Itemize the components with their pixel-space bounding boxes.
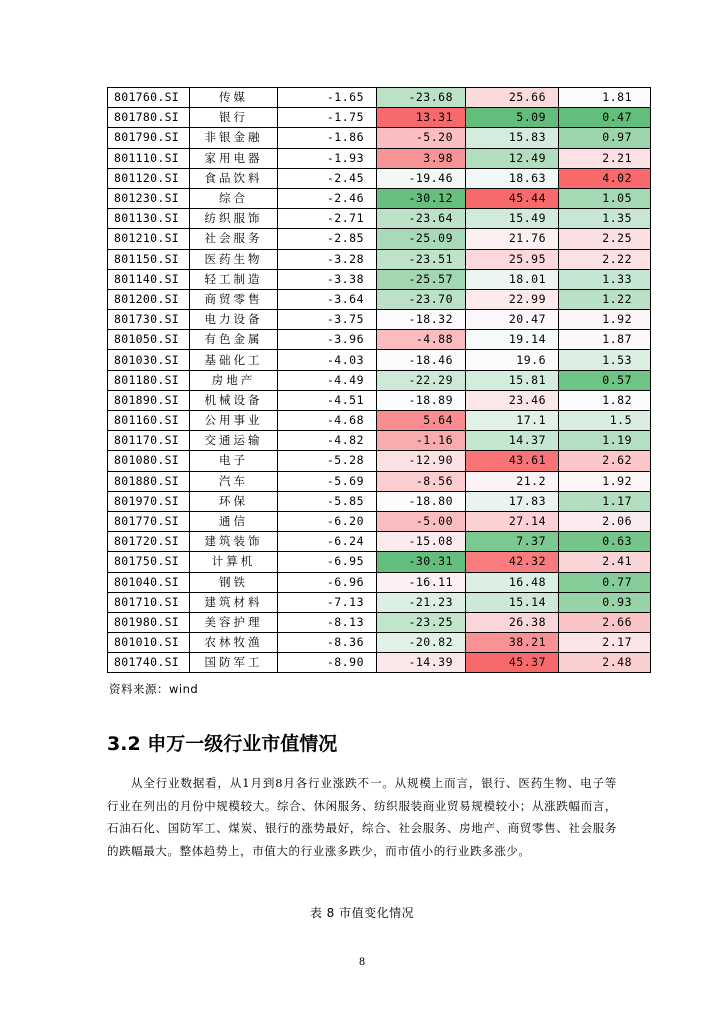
code-cell: 801710.SI bbox=[108, 592, 190, 612]
col6-cell: 0.63 bbox=[559, 532, 651, 552]
industry-name-cell: 通信 bbox=[190, 511, 278, 531]
col3-cell: -2.45 bbox=[278, 168, 377, 188]
code-cell: 801120.SI bbox=[108, 168, 190, 188]
code-cell: 801040.SI bbox=[108, 572, 190, 592]
col3-cell: -4.68 bbox=[278, 411, 377, 431]
col3-cell: -4.49 bbox=[278, 370, 377, 390]
col4-cell: -18.80 bbox=[377, 491, 466, 511]
code-cell: 801750.SI bbox=[108, 552, 190, 572]
industry-name-cell: 有色金属 bbox=[190, 330, 278, 350]
code-cell: 801970.SI bbox=[108, 491, 190, 511]
code-cell: 801010.SI bbox=[108, 633, 190, 653]
code-cell: 801730.SI bbox=[108, 310, 190, 330]
industry-name-cell: 建筑装饰 bbox=[190, 532, 278, 552]
col4-cell: -30.31 bbox=[377, 552, 466, 572]
industry-name-cell: 商贸零售 bbox=[190, 289, 278, 309]
table-row bbox=[108, 249, 651, 269]
table-row bbox=[108, 552, 651, 572]
industry-name-cell: 医药生物 bbox=[190, 249, 278, 269]
col6-cell: 2.22 bbox=[559, 249, 651, 269]
col3-cell: -3.38 bbox=[278, 269, 377, 289]
industry-name-cell: 电子 bbox=[190, 451, 278, 471]
code-cell: 801130.SI bbox=[108, 209, 190, 229]
col4-cell: -18.32 bbox=[377, 310, 466, 330]
source-note: 资料来源：wind bbox=[109, 682, 199, 696]
industry-name-cell: 食品饮料 bbox=[190, 168, 278, 188]
col6-cell: 2.25 bbox=[559, 229, 651, 249]
col6-cell: 0.93 bbox=[559, 592, 651, 612]
col5-cell: 42.32 bbox=[466, 552, 559, 572]
table-row bbox=[108, 592, 651, 612]
code-cell: 801140.SI bbox=[108, 269, 190, 289]
col3-cell: -6.24 bbox=[278, 532, 377, 552]
col3-cell: -3.64 bbox=[278, 289, 377, 309]
col4-cell: -18.89 bbox=[377, 390, 466, 410]
col3-cell: -5.69 bbox=[278, 471, 377, 491]
col5-cell: 15.83 bbox=[466, 128, 559, 148]
table-row bbox=[108, 229, 651, 249]
col3-cell: -4.03 bbox=[278, 350, 377, 370]
col6-cell: 0.57 bbox=[559, 370, 651, 390]
col4-cell: 3.98 bbox=[377, 148, 466, 168]
table-row bbox=[108, 390, 651, 410]
col6-cell: 0.97 bbox=[559, 128, 651, 148]
col3-cell: -5.28 bbox=[278, 451, 377, 471]
col6-cell: 1.17 bbox=[559, 491, 651, 511]
industry-name-cell: 钢铁 bbox=[190, 572, 278, 592]
col3-cell: -6.95 bbox=[278, 552, 377, 572]
col4-cell: -25.09 bbox=[377, 229, 466, 249]
col3-cell: -1.86 bbox=[278, 128, 377, 148]
col4-cell: -22.29 bbox=[377, 370, 466, 390]
col5-cell: 15.81 bbox=[466, 370, 559, 390]
col5-cell: 45.37 bbox=[466, 653, 559, 673]
col3-cell: -1.65 bbox=[278, 88, 377, 108]
col3-cell: -4.51 bbox=[278, 390, 377, 410]
industry-name-cell: 电力设备 bbox=[190, 310, 278, 330]
col5-cell: 15.49 bbox=[466, 209, 559, 229]
col4-cell: -19.46 bbox=[377, 168, 466, 188]
col4-cell: -30.12 bbox=[377, 188, 466, 208]
col6-cell: 1.82 bbox=[559, 390, 651, 410]
col5-cell: 38.21 bbox=[466, 633, 559, 653]
table-row bbox=[108, 128, 651, 148]
code-cell: 801110.SI bbox=[108, 148, 190, 168]
code-cell: 801080.SI bbox=[108, 451, 190, 471]
col3-cell: -3.28 bbox=[278, 249, 377, 269]
code-cell: 801740.SI bbox=[108, 653, 190, 673]
code-cell: 801200.SI bbox=[108, 289, 190, 309]
col3-cell: -2.85 bbox=[278, 229, 377, 249]
code-cell: 801170.SI bbox=[108, 431, 190, 451]
table-row bbox=[108, 532, 651, 552]
col3-cell: -2.46 bbox=[278, 188, 377, 208]
col3-cell: -2.71 bbox=[278, 209, 377, 229]
col4-cell: -23.64 bbox=[377, 209, 466, 229]
code-cell: 801760.SI bbox=[108, 88, 190, 108]
col6-cell: 2.66 bbox=[559, 612, 651, 632]
col3-cell: -1.75 bbox=[278, 108, 377, 128]
industry-name-cell: 环保 bbox=[190, 491, 278, 511]
col5-cell: 12.49 bbox=[466, 148, 559, 168]
code-cell: 801050.SI bbox=[108, 330, 190, 350]
col5-cell: 20.47 bbox=[466, 310, 559, 330]
col5-cell: 15.14 bbox=[466, 592, 559, 612]
code-cell: 801030.SI bbox=[108, 350, 190, 370]
col6-cell: 1.5 bbox=[559, 411, 651, 431]
table-row bbox=[108, 330, 651, 350]
col4-cell: -23.68 bbox=[377, 88, 466, 108]
col3-cell: -3.75 bbox=[278, 310, 377, 330]
col6-cell: 4.02 bbox=[559, 168, 651, 188]
col4-cell: -15.08 bbox=[377, 532, 466, 552]
col5-cell: 19.14 bbox=[466, 330, 559, 350]
col4-cell: -14.39 bbox=[377, 653, 466, 673]
col3-cell: -3.96 bbox=[278, 330, 377, 350]
industry-name-cell: 农林牧渔 bbox=[190, 633, 278, 653]
col5-cell: 17.83 bbox=[466, 491, 559, 511]
col6-cell: 1.81 bbox=[559, 88, 651, 108]
table-row bbox=[108, 451, 651, 471]
col5-cell: 14.37 bbox=[466, 431, 559, 451]
table-row bbox=[108, 188, 651, 208]
industry-data-table bbox=[107, 87, 651, 673]
industry-name-cell: 国防军工 bbox=[190, 653, 278, 673]
col4-cell: 13.31 bbox=[377, 108, 466, 128]
col5-cell: 23.46 bbox=[466, 390, 559, 410]
col4-cell: -25.57 bbox=[377, 269, 466, 289]
section-heading: 3.2 申万一级行业市值情况 bbox=[107, 733, 338, 755]
col5-cell: 17.1 bbox=[466, 411, 559, 431]
col5-cell: 7.37 bbox=[466, 532, 559, 552]
col5-cell: 27.14 bbox=[466, 511, 559, 531]
code-cell: 801890.SI bbox=[108, 390, 190, 410]
col3-cell: -7.13 bbox=[278, 592, 377, 612]
code-cell: 801160.SI bbox=[108, 411, 190, 431]
col6-cell: 1.33 bbox=[559, 269, 651, 289]
col4-cell: -23.51 bbox=[377, 249, 466, 269]
industry-name-cell: 纺织服饰 bbox=[190, 209, 278, 229]
table-row bbox=[108, 370, 651, 390]
col4-cell: -8.56 bbox=[377, 471, 466, 491]
table-row bbox=[108, 411, 651, 431]
table-row bbox=[108, 108, 651, 128]
table-row bbox=[108, 350, 651, 370]
industry-name-cell: 社会服务 bbox=[190, 229, 278, 249]
table-row bbox=[108, 431, 651, 451]
table-caption: 表 8 市值变化情况 bbox=[309, 906, 415, 920]
col4-cell: -23.25 bbox=[377, 612, 466, 632]
col5-cell: 18.01 bbox=[466, 269, 559, 289]
table-row bbox=[108, 471, 651, 491]
col4-cell: -1.16 bbox=[377, 431, 466, 451]
col5-cell: 18.63 bbox=[466, 168, 559, 188]
col6-cell: 2.06 bbox=[559, 511, 651, 531]
col6-cell: 1.92 bbox=[559, 471, 651, 491]
code-cell: 801180.SI bbox=[108, 370, 190, 390]
col5-cell: 43.61 bbox=[466, 451, 559, 471]
col5-cell: 21.76 bbox=[466, 229, 559, 249]
col6-cell: 1.92 bbox=[559, 310, 651, 330]
industry-name-cell: 轻工制造 bbox=[190, 269, 278, 289]
table-row bbox=[108, 310, 651, 330]
code-cell: 801770.SI bbox=[108, 511, 190, 531]
col4-cell: -5.20 bbox=[377, 128, 466, 148]
industry-name-cell: 公用事业 bbox=[190, 411, 278, 431]
table-row bbox=[108, 633, 651, 653]
table-row bbox=[108, 88, 651, 108]
industry-name-cell: 传媒 bbox=[190, 88, 278, 108]
col6-cell: 2.21 bbox=[559, 148, 651, 168]
col3-cell: -8.90 bbox=[278, 653, 377, 673]
code-cell: 801980.SI bbox=[108, 612, 190, 632]
industry-name-cell: 银行 bbox=[190, 108, 278, 128]
col5-cell: 19.6 bbox=[466, 350, 559, 370]
col4-cell: -21.23 bbox=[377, 592, 466, 612]
col4-cell: -4.88 bbox=[377, 330, 466, 350]
col4-cell: -23.70 bbox=[377, 289, 466, 309]
table-row bbox=[108, 148, 651, 168]
col6-cell: 1.19 bbox=[559, 431, 651, 451]
col6-cell: 1.87 bbox=[559, 330, 651, 350]
col3-cell: -5.85 bbox=[278, 491, 377, 511]
col6-cell: 1.22 bbox=[559, 289, 651, 309]
col5-cell: 16.48 bbox=[466, 572, 559, 592]
col5-cell: 25.95 bbox=[466, 249, 559, 269]
industry-name-cell: 汽车 bbox=[190, 471, 278, 491]
col5-cell: 25.66 bbox=[466, 88, 559, 108]
col4-cell: -16.11 bbox=[377, 572, 466, 592]
col4-cell: -12.90 bbox=[377, 451, 466, 471]
col6-cell: 0.77 bbox=[559, 572, 651, 592]
col3-cell: -8.13 bbox=[278, 612, 377, 632]
industry-name-cell: 计算机 bbox=[190, 552, 278, 572]
table-row bbox=[108, 269, 651, 289]
col3-cell: -4.82 bbox=[278, 431, 377, 451]
col3-cell: -8.36 bbox=[278, 633, 377, 653]
col6-cell: 0.47 bbox=[559, 108, 651, 128]
table-row bbox=[108, 572, 651, 592]
industry-name-cell: 美容护理 bbox=[190, 612, 278, 632]
code-cell: 801210.SI bbox=[108, 229, 190, 249]
industry-name-cell: 房地产 bbox=[190, 370, 278, 390]
industry-name-cell: 综合 bbox=[190, 188, 278, 208]
code-cell: 801780.SI bbox=[108, 108, 190, 128]
code-cell: 801880.SI bbox=[108, 471, 190, 491]
code-cell: 801230.SI bbox=[108, 188, 190, 208]
col6-cell: 2.41 bbox=[559, 552, 651, 572]
col4-cell: -18.46 bbox=[377, 350, 466, 370]
industry-name-cell: 交通运输 bbox=[190, 431, 278, 451]
col3-cell: -1.93 bbox=[278, 148, 377, 168]
col6-cell: 1.35 bbox=[559, 209, 651, 229]
code-cell: 801790.SI bbox=[108, 128, 190, 148]
body-paragraph: 从全行业数据看，从1月到8月各行业涨跌不一。从规模上而言，银行、医药生物、电子等行业在列出的月份中规模较大。综合、休闲服务、纺织服装商业贸易规模较小；从涨跌幅而言，石油石化、国防军工、煤炭、银行的涨势最好，综合、社会服务、房地产、商贸零售、社会服务的跌幅最大。整体趋势上，市值大的行业涨多跌少，而市值小的行业跌多涨少。 bbox=[107, 776, 617, 858]
industry-name-cell: 机械设备 bbox=[190, 390, 278, 410]
industry-name-cell: 非银金融 bbox=[190, 128, 278, 148]
col3-cell: -6.96 bbox=[278, 572, 377, 592]
col6-cell: 2.62 bbox=[559, 451, 651, 471]
table-row bbox=[108, 209, 651, 229]
code-cell: 801150.SI bbox=[108, 249, 190, 269]
industry-name-cell: 家用电器 bbox=[190, 148, 278, 168]
col5-cell: 21.2 bbox=[466, 471, 559, 491]
col4-cell: -5.00 bbox=[377, 511, 466, 531]
table-row bbox=[108, 168, 651, 188]
col5-cell: 5.09 bbox=[466, 108, 559, 128]
col4-cell: 5.64 bbox=[377, 411, 466, 431]
col6-cell: 2.17 bbox=[559, 633, 651, 653]
table-row bbox=[108, 653, 651, 673]
page-number: 8 bbox=[358, 957, 366, 968]
col3-cell: -6.20 bbox=[278, 511, 377, 531]
table-row bbox=[108, 511, 651, 531]
table-row bbox=[108, 612, 651, 632]
industry-name-cell: 建筑材料 bbox=[190, 592, 278, 612]
col6-cell: 1.53 bbox=[559, 350, 651, 370]
col5-cell: 22.99 bbox=[466, 289, 559, 309]
col5-cell: 26.38 bbox=[466, 612, 559, 632]
code-cell: 801720.SI bbox=[108, 532, 190, 552]
industry-name-cell: 基础化工 bbox=[190, 350, 278, 370]
table-row bbox=[108, 289, 651, 309]
col4-cell: -20.82 bbox=[377, 633, 466, 653]
col6-cell: 2.48 bbox=[559, 653, 651, 673]
table-row bbox=[108, 491, 651, 511]
col6-cell: 1.05 bbox=[559, 188, 651, 208]
col5-cell: 45.44 bbox=[466, 188, 559, 208]
